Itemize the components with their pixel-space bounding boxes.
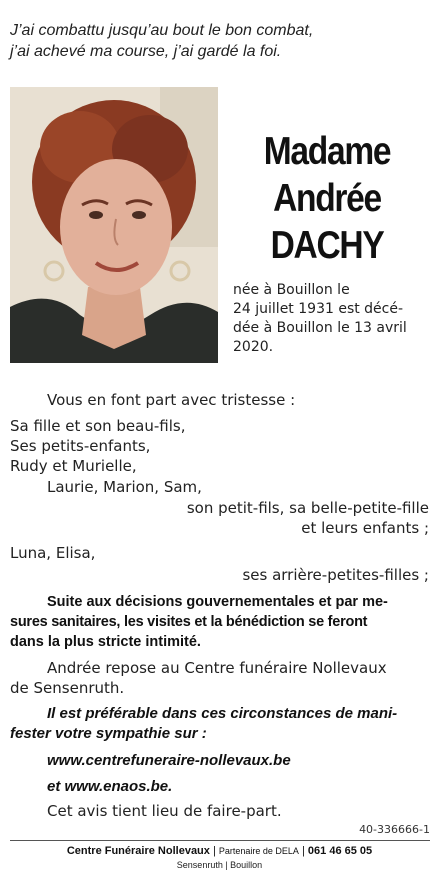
sympathy-line-1: Il est préférable dans ces circonstances de mani- [47,705,398,722]
family-intro: Vous en font part avec tristesse : [47,391,296,409]
resting-line-1: Andrée repose au Centre funéraire Nollevaux [47,659,387,677]
birth-line-4: 2020. [233,339,274,355]
birth-line-1: née à Bouillon le [233,282,350,298]
family-line-5: son petit-fils, sa belle-petite-fille [186,499,429,517]
footer-main [0,845,439,857]
closing-line: Cet avis tient lieu de faire-part. [47,802,282,820]
reference-number: 40-336666-1 [359,823,430,836]
footer-divider [10,840,430,841]
birth-line-2: 24 juillet 1931 est décé- [233,301,404,317]
footer-separator-2: | [302,845,305,857]
family-line-6: et leurs enfants ; [301,519,429,537]
website-link-enaos[interactable]: et www.enaos.be. [47,778,173,795]
footer-company: Centre Funéraire Nollevaux [66,845,210,857]
deceased-name [237,128,418,269]
footer-locations: Sensenruth | Bouillon [176,860,263,870]
family-line-3: Rudy et Murielle, [10,457,137,475]
notice-bold-line-1: Suite aux décisions gouvernementales et par me- [47,594,388,610]
portrait-photo [10,87,218,363]
name-title: Madame [263,130,391,173]
sympathy-line-2: fester votre sympathie sur : [10,725,207,742]
notice-bold-line-3: dans la plus stricte intimité. [10,634,201,650]
birth-death-text [233,281,430,357]
quote-line-2: j’ai achevé ma course, j’ai gardé la foi. [10,43,282,60]
notice-bold-line-2: sures sanitaires, les visites et la bénédiction se feront [10,614,368,630]
family-line-7: Luna, Elisa, [10,544,96,562]
last-name: DACHY [270,224,384,267]
resting-line-2: de Sensenruth. [10,679,125,697]
footer-partner: Partenaire de DELA [218,846,299,856]
epigraph-quote [10,20,430,62]
family-line-1: Sa fille et son beau-fils, [10,417,186,435]
first-name: Andrée [273,177,381,220]
family-line-4: Laurie, Marion, Sam, [47,478,202,496]
family-line-8: ses arrière-petites-filles ; [242,566,429,584]
quote-line-1: J’ai combattu jusqu’au bout le bon combat, [10,22,314,39]
website-link-nollevaux[interactable]: www.centrefuneraire-nollevaux.be [47,752,291,769]
family-line-2: Ses petits-enfants, [10,437,151,455]
footer-separator-1: | [212,845,216,857]
footer-phone: 061 46 65 05 [307,845,373,857]
birth-line-3: dée à Bouillon le 13 avril [233,320,407,336]
